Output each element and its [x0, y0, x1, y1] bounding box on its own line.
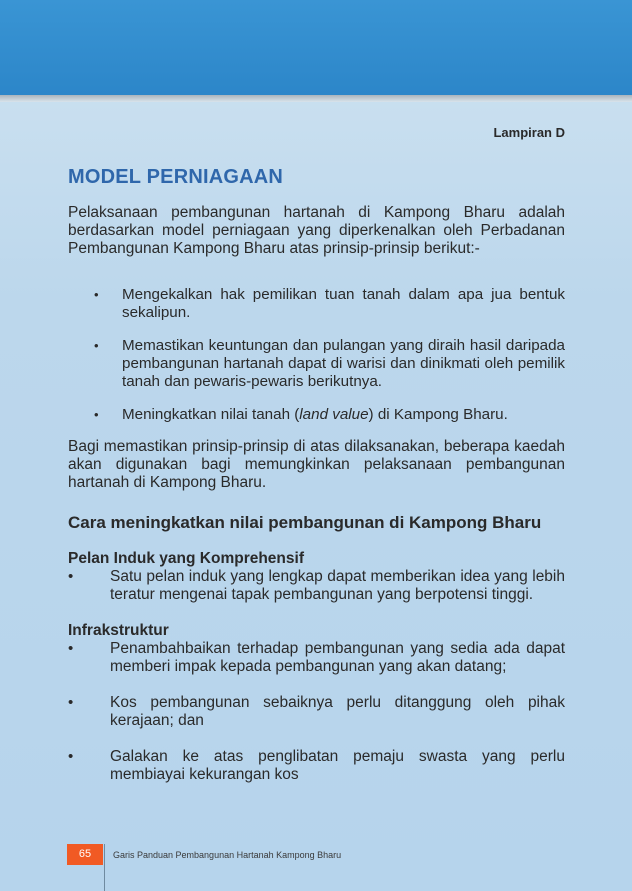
infrastructure-list — [68, 640, 565, 784]
bullet-icon: • — [68, 694, 74, 711]
list-item-text-end: ) di Kampong Bharu. — [368, 406, 508, 423]
master-plan-heading: Pelan Induk yang Komprehensif — [68, 550, 304, 567]
appendix-label: Lampiran D — [493, 125, 565, 140]
list-item-text: Penambahbaikan terhadap pembangunan yang sedia ada dapat memberi impak kepada pembangunan yang akan datang; — [110, 640, 565, 675]
list-item-text-italic: land value — [299, 406, 369, 423]
bullet-icon: • — [68, 568, 74, 585]
list-item-text: Memastikan keuntungan dan pulangan yang diraih hasil daripada pembangunan hartanah dapat di warisi dan dinikmati oleh pemilik tanah dan pewaris-pewaris berikutnya. — [122, 337, 565, 390]
section-heading: Cara meningkatkan nilai pembangunan di Kampong Bharu — [68, 513, 542, 532]
closing-paragraph: Bagi memastikan prinsip-prinsip di atas dilaksanakan, beberapa kaedah akan digunakan bagi memungkinkan pelaksanaan pembangunan hartanah di Kampong Bharu. — [68, 438, 565, 491]
list-item-text: Satu pelan induk yang lengkap dapat memberikan idea yang lebih teratur mengenai tapak pembangunan yang berpotensi tinggi. — [110, 568, 565, 603]
bullet-icon: • — [94, 338, 99, 353]
bullet-icon: • — [68, 640, 74, 657]
bullet-icon: • — [94, 407, 99, 422]
list-item — [68, 640, 565, 676]
document-body — [68, 204, 565, 784]
list-item-text: Kos pembangunan sebaiknya perlu ditanggung oleh pihak kerajaan; dan — [110, 694, 565, 729]
list-item-text: Mengekalkan hak pemilikan tuan tanah dalam apa jua bentuk sekalipun. — [122, 286, 565, 321]
list-item — [68, 694, 565, 730]
header-divider — [0, 95, 632, 102]
list-item — [68, 748, 565, 784]
footer-title: Garis Panduan Pembangunan Hartanah Kampong Bharu — [113, 850, 342, 860]
footer-divider — [104, 844, 105, 891]
list-item — [68, 568, 565, 604]
list-item — [68, 337, 565, 391]
list-item — [68, 286, 565, 322]
bullet-icon: • — [94, 287, 99, 302]
page-title: MODEL PERNIAGAAN — [68, 166, 284, 188]
bullet-icon: • — [68, 748, 74, 765]
list-item — [68, 406, 565, 424]
principles-list — [68, 286, 565, 424]
list-item-text: Galakan ke atas penglibatan pemaju swasta yang perlu membiayai kekurangan kos — [110, 748, 565, 783]
list-item-text-start: Meningkatkan nilai tanah ( — [122, 406, 300, 423]
page-number: 65 — [67, 844, 103, 865]
intro-paragraph: Pelaksanaan pembangunan hartanah di Kampong Bharu adalah berdasarkan model perniagaan yang diperkenalkan oleh Perbadanan Pembangunan Kampong Bharu atas prinsip-prinsip berikut:- — [68, 204, 565, 257]
header-banner — [0, 0, 632, 95]
infrastructure-heading: Infrakstruktur — [68, 622, 169, 639]
master-plan-list — [68, 568, 565, 604]
